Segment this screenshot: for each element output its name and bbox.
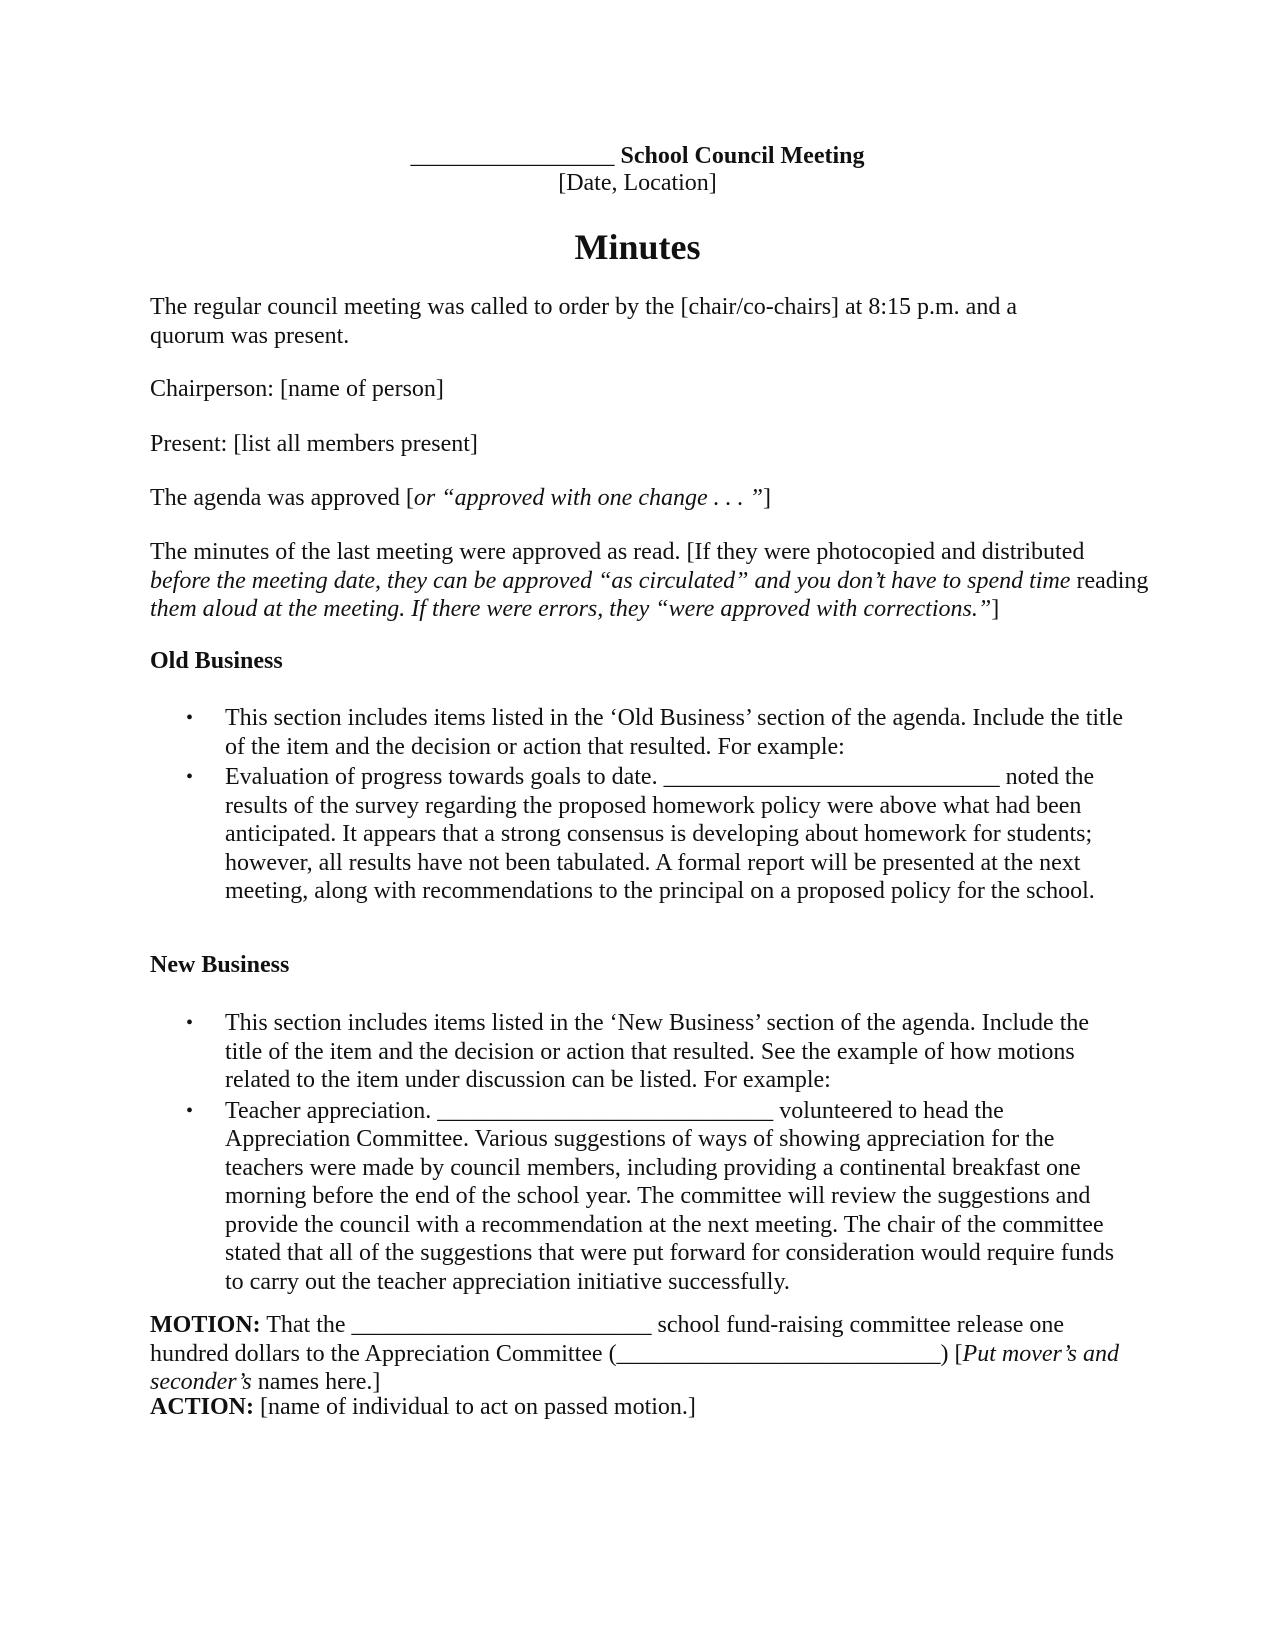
agenda-prefix: The agenda was approved [ (150, 485, 414, 511)
list-item (150, 763, 1130, 906)
minutes-suffix: ] (991, 596, 1000, 622)
old-business-heading: Old Business (150, 648, 283, 674)
bullet-icon: • (186, 766, 194, 788)
meeting-header (0, 143, 1275, 170)
agenda-line (150, 484, 1150, 513)
bullet-icon: • (186, 707, 194, 729)
bullet-icon: • (186, 1099, 194, 1122)
minutes-approval-paragraph (150, 538, 1150, 624)
bullet-icon: • (186, 1012, 194, 1034)
minutes-italic-2: them aloud at the meeting. If there were errors, they “were approved with corrections.” (150, 596, 992, 622)
new-business-heading: New Business (150, 952, 290, 978)
motion-text: That the _________________________ school fund-raising committee release one hundred dollars to the Appreciation Committee (___________________________) [ (150, 1312, 1065, 1367)
new-business-list (150, 1009, 1130, 1298)
old-business-list (150, 704, 1130, 908)
date-location: [Date, Location] (558, 170, 717, 196)
motion-paragraph (150, 1311, 1140, 1397)
action-text: [name of individual to act on passed motion.] (254, 1394, 696, 1420)
list-item-text: Evaluation of progress towards goals to date. ____________________________ noted the results of the survey regarding the proposed homework policy were above what had been anticipated. It appears that a strong consensus is developing about homework for students; however, all results have not been tabulated. A formal report will be presented at the next meeting, along with recommendations to the principal on a proposed policy for the school. (225, 764, 1095, 904)
agenda-suffix: ] (762, 485, 771, 511)
list-item-text: This section includes items listed in the ‘New Business’ section of the agenda. Include the title of the item and the decision or action that resulted. See the example of how motions related to the item under discussion can be listed. For example: (225, 1010, 1090, 1093)
meeting-name-blank: _________________ (410, 143, 615, 169)
motion-label: MOTION: (150, 1312, 261, 1338)
list-item-text: This section includes items listed in the ‘Old Business’ section of the agenda. Include the title of the item and the decision or action that resulted. For example: (225, 705, 1124, 760)
minutes-italic-1: before the meeting date, they can be approved “as circulated” and you don’t have to spend time (150, 567, 1071, 594)
minutes-text-2: reading (1070, 567, 1149, 594)
list-item (150, 704, 1130, 761)
list-item (150, 1009, 1130, 1095)
page-title: Minutes (574, 227, 701, 267)
motion-italic: Put mover’s and seconder’s (150, 1340, 1119, 1395)
action-line (150, 1393, 1150, 1422)
list-item-text: Teacher appreciation. ____________________________ volunteered to head the Appreciation Committee. Various suggestions of ways of showing appreciation for the teachers were made by council members, including providing a continental breakfast one morning before the end of the school year. The committee will review the suggestions and provide the council with a recommendation at the next meeting. The chair of the committee stated that all of the suggestions that were put forward for consideration would require funds to carry out the teacher appreciation initiative successfully. (225, 1097, 1115, 1295)
motion-suffix: names here.] (251, 1369, 381, 1395)
agenda-italic: or “approved with one change . . . ” (413, 485, 763, 511)
present-line: Present: [list all members present] (150, 431, 478, 457)
minutes-text-1: The minutes of the last meeting were approved as read. [If they were photocopied and distributed (150, 539, 1085, 565)
list-item (150, 1097, 1130, 1297)
chairperson-line: Chairperson: [name of person] (150, 376, 444, 402)
meeting-name: School Council Meeting (620, 143, 865, 169)
action-label: ACTION: (150, 1394, 255, 1420)
call-to-order-paragraph: The regular council meeting was called to order by the [chair/co-chairs] at 8:15 p.m. and a quorum was present. (150, 294, 1017, 349)
